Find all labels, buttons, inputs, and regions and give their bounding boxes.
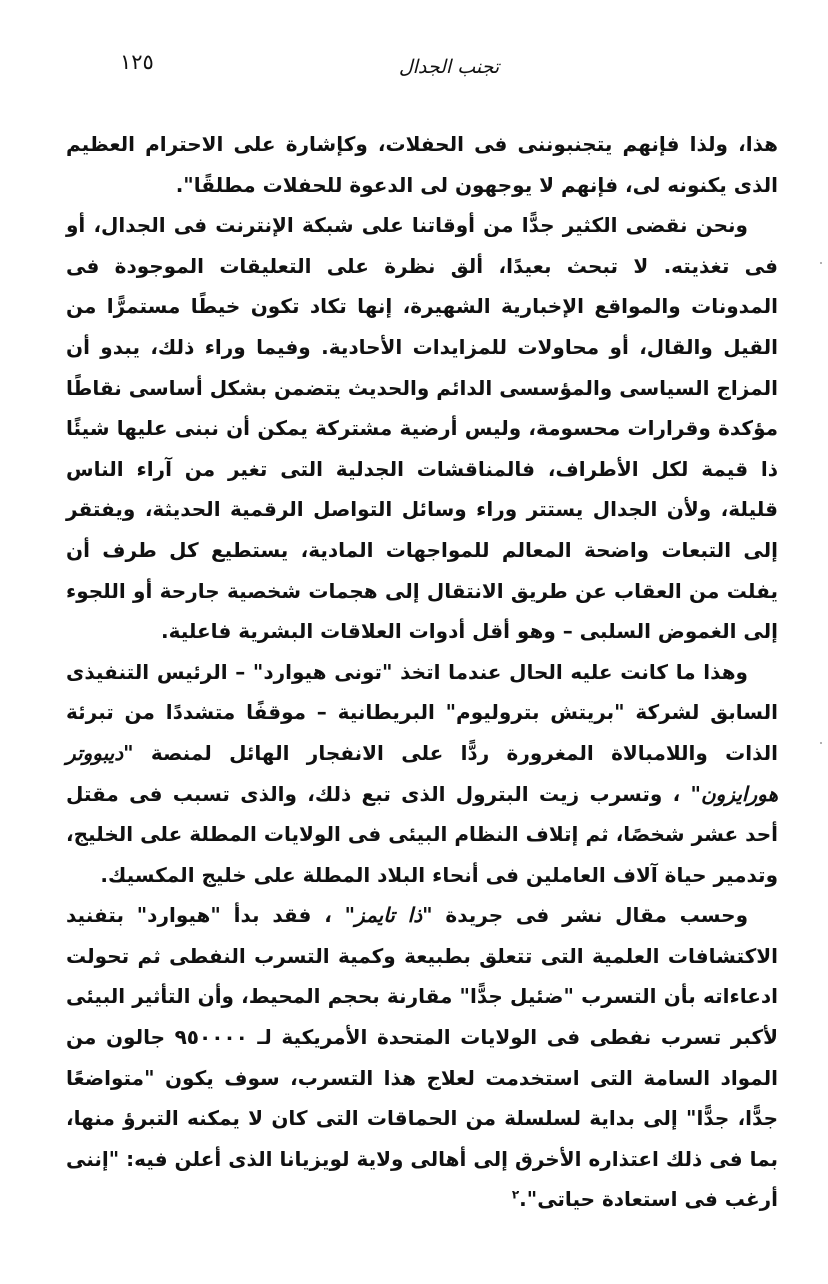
paragraph-2: ونحن نقضى الكثير جدًّا من أوقاتنا على شبكة الإنترنت فى الجدال، أو فى تغذيته. لا تبحث بعيدًا، ألق نظرة على التعليقات الموجودة فى المدونات والمواقع الإخبارية الشهيرة، إنها تكاد تكون خيطًا مستمرًّا من القيل والقال، أو محاولات للمزايدات الأحادية. وفيما وراء ذلك، يبدو أن المزاج السياسى والمؤسسى الدائم والحديث يتضمن بشكل أساسى نقاطًا مؤكدة وقرارات محسومة، وليس أرضية مشتركة يمكن أن نبنى عليها شيئًا ذا قيمة لكل الأطراف، فالمناقشات الجدلية التى تغير من آراء الناس قليلة، ولأن الجدال يستتر وراء وسائل التواصل الرقمية الحديثة، ويفتقر إلى التبعات واضحة المعالم للمواجهات المادية، يستطيع كل طرف أن يفلت من العقاب عن طريق الانتقال إلى هجمات شخصية جارحة أو اللجوء إلى الغموض السلبى – وهو أقل أدوات العلاقات البشرية فاعلية. xyxy=(66,213,778,644)
page-number: ١٢٥ xyxy=(120,50,154,74)
paragraph-3-text-b: ، وتسرب زيت البترول الذى تبع ذلك، والذى تسبب فى مقتل أحد عشر شخصًا، ثم إتلاف النظام البيئى فى الولايات المطلة على الخليج، وتدمير حياة آلاف العاملين فى أنحاء البلاد المطلة على خليج المكسيك. xyxy=(66,781,778,887)
platform-name: "ديبووتر هورايزون" xyxy=(66,740,778,806)
scan-speck xyxy=(820,742,822,744)
paragraph-3 xyxy=(66,652,778,896)
paragraph-4 xyxy=(66,895,778,1220)
paragraph-4-text-b: ، فقد بدأ "هيوارد" بتفنيد الاكتشافات العلمية التى تتعلق بطبيعة وكمية التسرب النفطى ثم تحولت ادعاءاته بأن التسرب "ضئيل جدًّا" مقارنة بحجم المحيط، وأن التأثير البيئى لأكبر تسرب نفطى فى الولايات المتحدة الأمريكية لـ ٩٥٠٠٠٠ جالون من المواد السامة التى استخدمت لعلاج هذا التسرب، سوف يكون "متواضعًا جدًّا، جدًّا" إلى بداية لسلسلة من الحماقات التى كان لا يمكنه التبرؤ منها، بما فى ذلك اعتذاره الأخرق إلى أهالى ولاية لويزيانا الذى أعلن فيه: "إننى أرغب فى استعادة حياتى". xyxy=(66,903,778,1212)
newspaper-name: "ذا تايمز" xyxy=(344,903,433,928)
scan-speck xyxy=(820,262,822,264)
paragraph-4-text-a: وحسب مقال نشر فى جريدة xyxy=(432,903,749,928)
page-body xyxy=(66,124,778,1220)
running-title: تجنب الجدال xyxy=(398,56,500,78)
page-header xyxy=(120,46,778,86)
footnote-reference: ٢ xyxy=(511,1187,520,1202)
paragraph-3-text-a: وهذا ما كانت عليه الحال عندما اتخذ "تونى هيوارد" – الرئيس التنفيذى السابق لشركة "بريتش بتروليوم" البريطانية – موقفًا متشددًا من تبرئة الذات واللامبالاة المغرورة ردًّا على الانفجار الهائل لمنصة xyxy=(66,659,778,765)
paragraph-1: هذا، ولذا فإنهم يتجنبوننى فى الحفلات، وكإشارة على الاحترام العظيم الذى يكنونه لى، فإنهم لا يوجهون لى الدعوة للحفلات مطلقًا". xyxy=(66,132,778,197)
